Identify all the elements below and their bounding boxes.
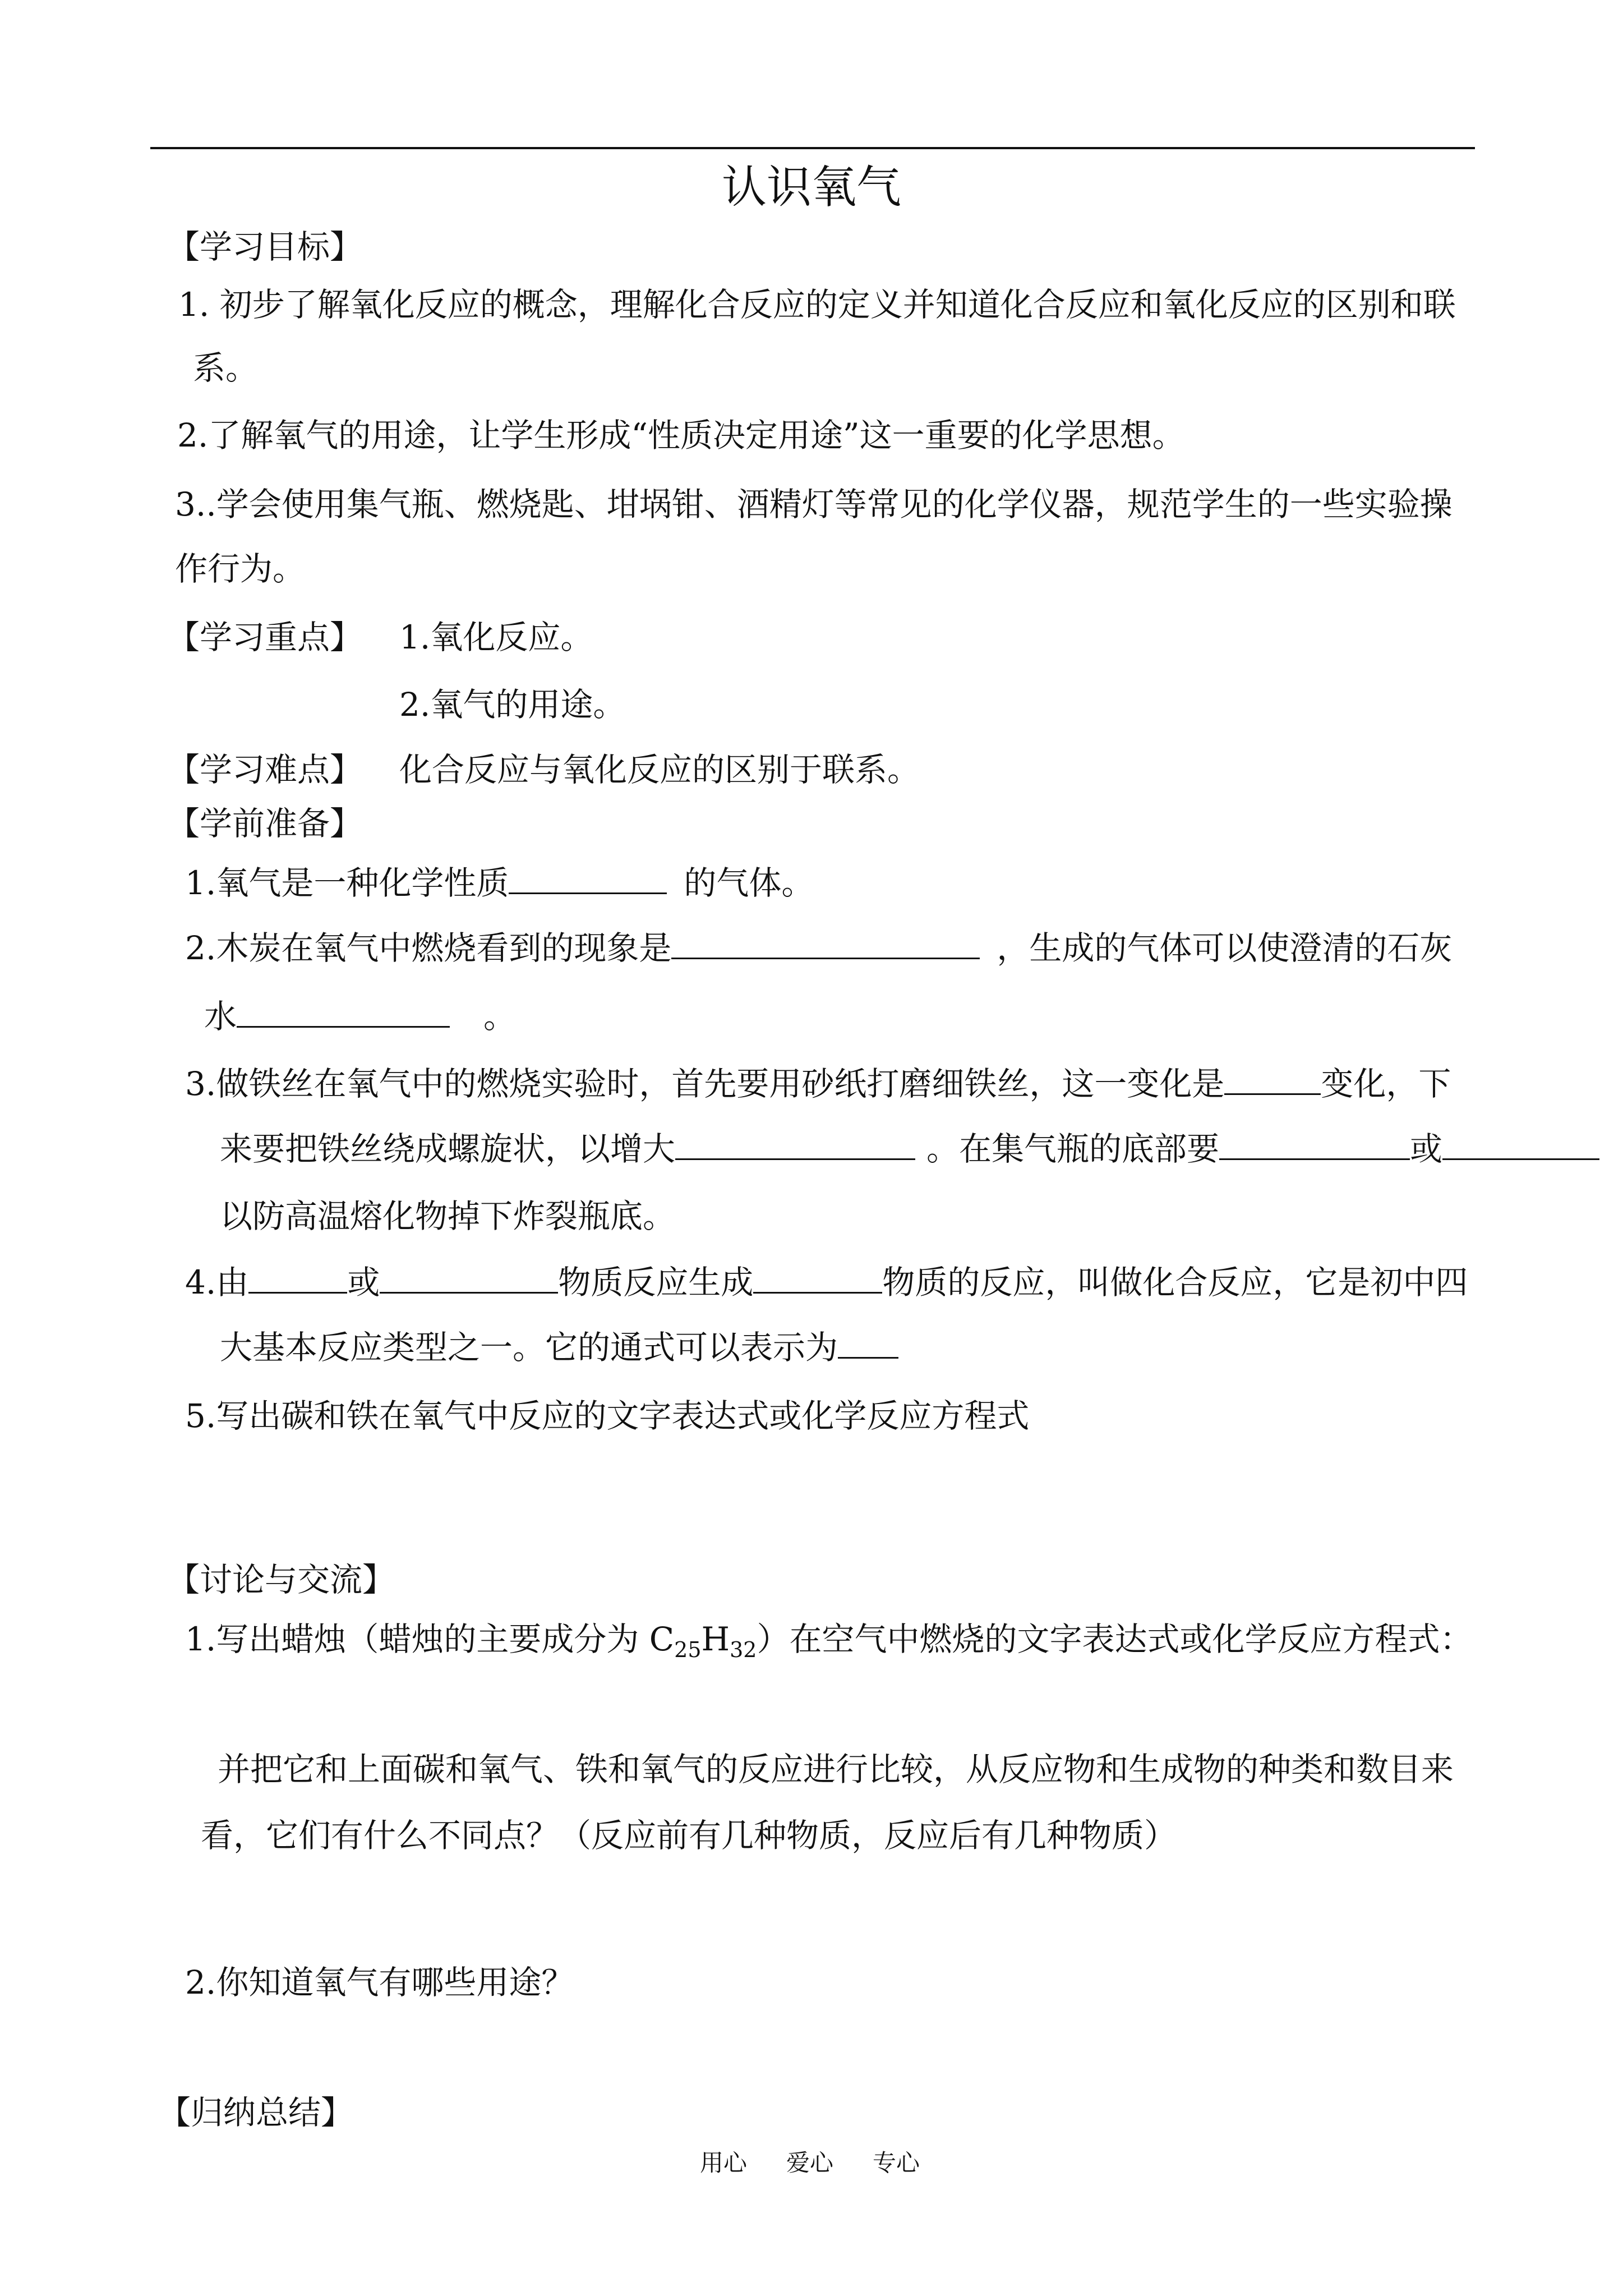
prep-q3-text-a: 3.做铁丝在氧气中的燃烧实验时，首先要用砂纸打磨细铁丝，这一变化是 bbox=[185, 1065, 1225, 1103]
formula-hydrogen: H bbox=[701, 1620, 730, 1658]
prep-question-4-line-1 bbox=[185, 1262, 1468, 1303]
prep-header: 【学前准备】 bbox=[167, 804, 363, 843]
discussion-question-2: 2.你知道氧气有哪些用途？ bbox=[185, 1963, 574, 2001]
answer-blank[interactable] bbox=[671, 928, 980, 959]
header-rule bbox=[150, 147, 1475, 149]
answer-blank[interactable] bbox=[753, 1263, 882, 1294]
discussion-header: 【讨论与交流】 bbox=[167, 1561, 395, 1599]
key-point-2: 2.氧气的用途。 bbox=[399, 685, 626, 724]
objectives-header: 【学习目标】 bbox=[167, 228, 363, 266]
prep-q2-text-a: 2.木炭在氧气中燃烧看到的现象是 bbox=[185, 929, 672, 967]
objective-3-line-1: 3..学会使用集气瓶、燃烧匙、坩埚钳、酒精灯等常见的化学仪器，规范学生的一些实验操 bbox=[175, 485, 1453, 523]
key-point-1: 1.氧化反应。 bbox=[399, 618, 593, 656]
answer-blank[interactable] bbox=[509, 863, 667, 894]
prep-question-3-line-2 bbox=[220, 1129, 1599, 1169]
answer-blank[interactable] bbox=[1442, 1129, 1599, 1160]
footer-word-1: 用心 bbox=[700, 2149, 748, 2177]
prep-question-2-line-1 bbox=[185, 928, 1452, 968]
answer-blank[interactable] bbox=[380, 1263, 558, 1294]
prep-q4-text-a: 4.由 bbox=[185, 1263, 249, 1301]
prep-q3-text-d: 。在集气瓶的底部要 bbox=[926, 1130, 1220, 1168]
footer-word-2: 爱心 bbox=[786, 2149, 834, 2177]
difficulty-text: 化合反应与氧化反应的区别于联系。 bbox=[399, 751, 920, 789]
prep-question-2-line-2 bbox=[204, 996, 516, 1037]
prep-q4-text-d: 物质的反应，叫做化合反应，它是初中四 bbox=[882, 1263, 1468, 1301]
discussion-question-1-line-2: 并把它和上面碳和氧气、铁和氧气的反应进行比较，从反应物和生成物的种类和数目来 bbox=[218, 1750, 1454, 1788]
difficulty-header: 【学习难点】 bbox=[167, 751, 363, 789]
prep-q2-text-b: ，生成的气体可以使澄清的石灰 bbox=[997, 929, 1453, 967]
prep-q4-text-e: 大基本反应类型之一。它的通式可以表示为 bbox=[220, 1328, 838, 1366]
answer-blank[interactable] bbox=[248, 1263, 347, 1294]
prep-question-4-line-2 bbox=[220, 1327, 898, 1368]
prep-q1-text-b: 的气体。 bbox=[684, 864, 814, 902]
footer-word-3: 专心 bbox=[873, 2149, 920, 2177]
objective-1-line-1: 1. 初步了解氧化反应的概念，理解化合反应的定义并知道化合反应和氧化反应的区别和联 bbox=[178, 286, 1456, 324]
formula-subscript-carbon: 25 bbox=[674, 1637, 702, 1662]
prep-q4-text-c: 物质反应生成 bbox=[558, 1263, 754, 1301]
prep-question-5: 5.写出碳和铁在氧气中反应的文字表达式或化学反应方程式 bbox=[185, 1397, 1030, 1435]
objective-2: 2.了解氧气的用途，让学生形成“性质决定用途”这一重要的化学思想。 bbox=[177, 416, 1185, 454]
page-title: 认识氧气 bbox=[722, 161, 901, 213]
discussion-q1-text-a: 1.写出蜡烛（蜡烛的主要成分为 C bbox=[185, 1620, 675, 1658]
prep-q4-text-b: 或 bbox=[347, 1263, 380, 1301]
formula-subscript-hydrogen: 32 bbox=[730, 1637, 757, 1662]
discussion-question-1-line-1 bbox=[185, 1619, 1472, 1663]
prep-q3-text-e: 或 bbox=[1410, 1130, 1443, 1168]
discussion-q1-text-b: ）在空气中燃烧的文字表达式或化学反应方程式： bbox=[757, 1620, 1473, 1658]
objective-3-line-2: 作行为。 bbox=[175, 550, 306, 588]
answer-blank[interactable] bbox=[1219, 1129, 1410, 1160]
answer-blank[interactable] bbox=[675, 1129, 915, 1160]
key-points-header: 【学习重点】 bbox=[167, 618, 363, 656]
prep-question-1 bbox=[185, 863, 814, 903]
answer-blank[interactable] bbox=[237, 997, 450, 1028]
objective-1-line-2: 系。 bbox=[193, 349, 259, 387]
discussion-question-1-line-3: 看，它们有什么不同点？（反应前有几种物质，反应后有几种物质） bbox=[201, 1816, 1177, 1855]
answer-blank[interactable] bbox=[838, 1328, 898, 1359]
summary-header: 【归纳总结】 bbox=[158, 2093, 354, 2132]
prep-question-3-line-1 bbox=[185, 1064, 1451, 1104]
prep-q2-text-c: 水 bbox=[204, 997, 237, 1036]
prep-q2-text-d: 。 bbox=[483, 997, 517, 1036]
prep-q1-text-a: 1.氧气是一种化学性质 bbox=[185, 864, 509, 902]
prep-question-3-line-3: 以防高温熔化物掉下炸裂瓶底。 bbox=[220, 1197, 676, 1235]
prep-q3-text-c: 来要把铁丝绕成螺旋状，以增大 bbox=[220, 1130, 676, 1168]
answer-blank[interactable] bbox=[1224, 1064, 1321, 1095]
prep-q3-text-b: 变化，下 bbox=[1321, 1065, 1451, 1103]
